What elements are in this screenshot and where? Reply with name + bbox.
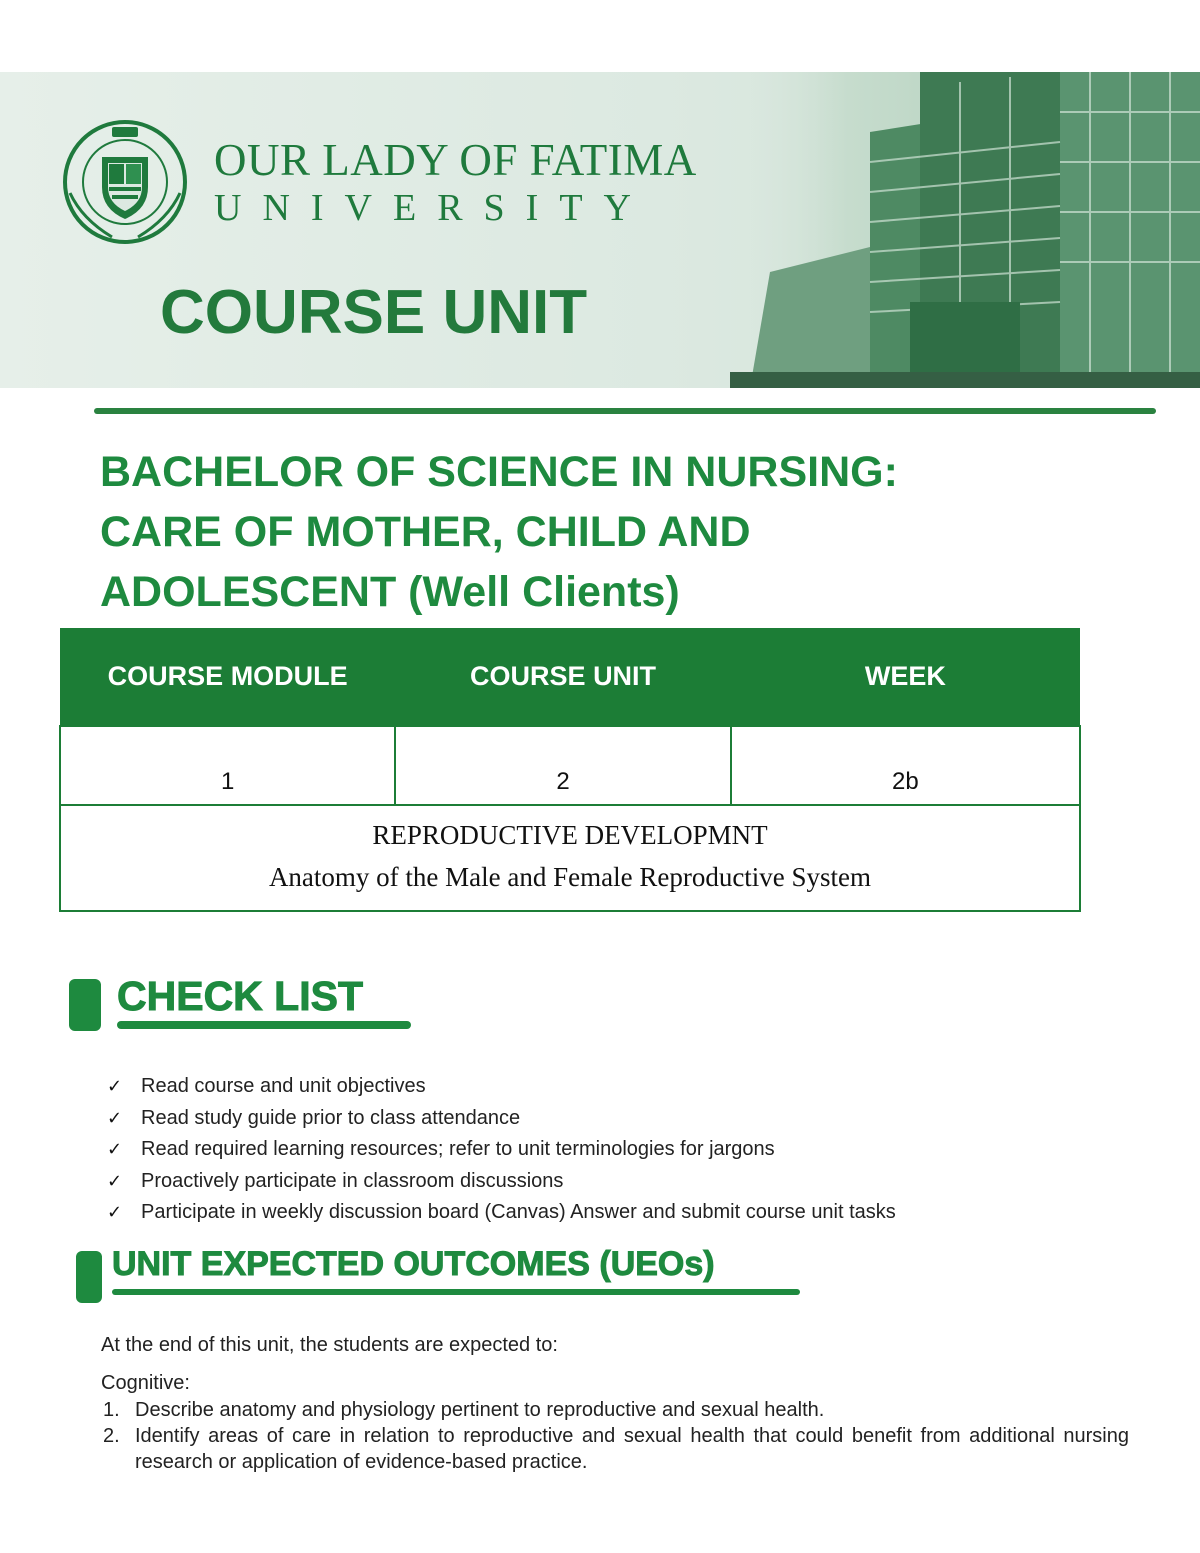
outcomes-category: Cognitive:: [101, 1372, 190, 1394]
divider-line: [94, 408, 1156, 414]
list-item: [107, 1103, 896, 1135]
heading-bar: [76, 1251, 102, 1303]
course-info-table: [59, 628, 1081, 912]
checkmark-icon: ✓: [107, 1202, 123, 1224]
page-title: [100, 442, 1100, 622]
header-course-unit: COURSE UNIT: [395, 628, 730, 726]
list-item: [107, 1166, 896, 1198]
table-topic-row: [60, 805, 1080, 911]
outcome-text: Describe anatomy and physiology pertinent to reproductive and sexual health.: [135, 1399, 825, 1421]
checklist-item-text: Read study guide prior to class attendance: [141, 1106, 521, 1129]
outcome-text: Identify areas of care in relation to reproductive and sexual health that could benefit from additional nursing research or application of evidence-based practice.: [135, 1425, 1129, 1473]
table-header-row: [60, 628, 1080, 726]
header-course-module: COURSE MODULE: [60, 628, 395, 726]
topic-line2: Anatomy of the Male and Female Reproductive System: [268, 862, 872, 892]
outcomes-intro: At the end of this unit, the students are expected to:: [101, 1334, 558, 1356]
checklist-heading-text: CHECK LIST: [117, 973, 363, 1019]
topic-line1: REPRODUCTIVE DEVELOPMNT: [372, 820, 768, 850]
header-banner: [0, 72, 1200, 388]
list-number: 2.: [103, 1425, 120, 1447]
title-line3: ADOLESCENT (Well Clients): [100, 568, 680, 616]
checklist-item-text: Read course and unit objectives: [141, 1075, 426, 1097]
building-image: [730, 72, 1200, 388]
university-name-line1: OUR LADY OF FATIMA: [214, 135, 697, 185]
checklist-heading: [69, 973, 429, 1039]
value-week: 2b: [731, 726, 1080, 805]
checklist-item-text: Read required learning resources; refer to unit terminologies for jargons: [141, 1138, 775, 1161]
checkmark-icon: ✓: [107, 1107, 123, 1129]
heading-underline: [117, 1021, 411, 1029]
checklist-item-text: Proactively participate in classroom discussions: [141, 1169, 564, 1192]
university-name-line2: UNIVERSITY: [214, 187, 652, 229]
outcomes-heading: [76, 1245, 816, 1311]
outcomes-list: [101, 1397, 1129, 1475]
list-item: [107, 1197, 896, 1229]
checklist-item-text: Participate in weekly discussion board (Canvas) Answer and submit course unit tasks: [141, 1201, 896, 1224]
list-item: [101, 1423, 1129, 1475]
checkmark-icon: ✓: [107, 1170, 123, 1192]
banner-title: COURSE UNIT: [160, 278, 588, 347]
outcomes-heading-text: UNIT EXPECTED OUTCOMES (UEOs): [112, 1245, 715, 1283]
value-course-module: 1: [60, 726, 395, 805]
title-line1: BACHELOR OF SCIENCE IN NURSING:: [100, 448, 898, 496]
title-line2: CARE OF MOTHER, CHILD AND: [100, 508, 751, 556]
topic-cell: [60, 805, 1080, 911]
list-number: 1.: [103, 1399, 120, 1421]
header-week: WEEK: [731, 628, 1080, 726]
checklist: [107, 1071, 896, 1229]
checkmark-icon: ✓: [107, 1076, 123, 1097]
list-item: [107, 1071, 896, 1103]
checkmark-icon: ✓: [107, 1139, 123, 1161]
list-item: [101, 1397, 1129, 1423]
value-course-unit: 2: [395, 726, 730, 805]
heading-bar: [69, 979, 101, 1031]
heading-underline: [112, 1289, 800, 1295]
table-values-row: [60, 726, 1080, 805]
list-item: [107, 1134, 896, 1166]
university-seal-logo: [62, 119, 188, 245]
